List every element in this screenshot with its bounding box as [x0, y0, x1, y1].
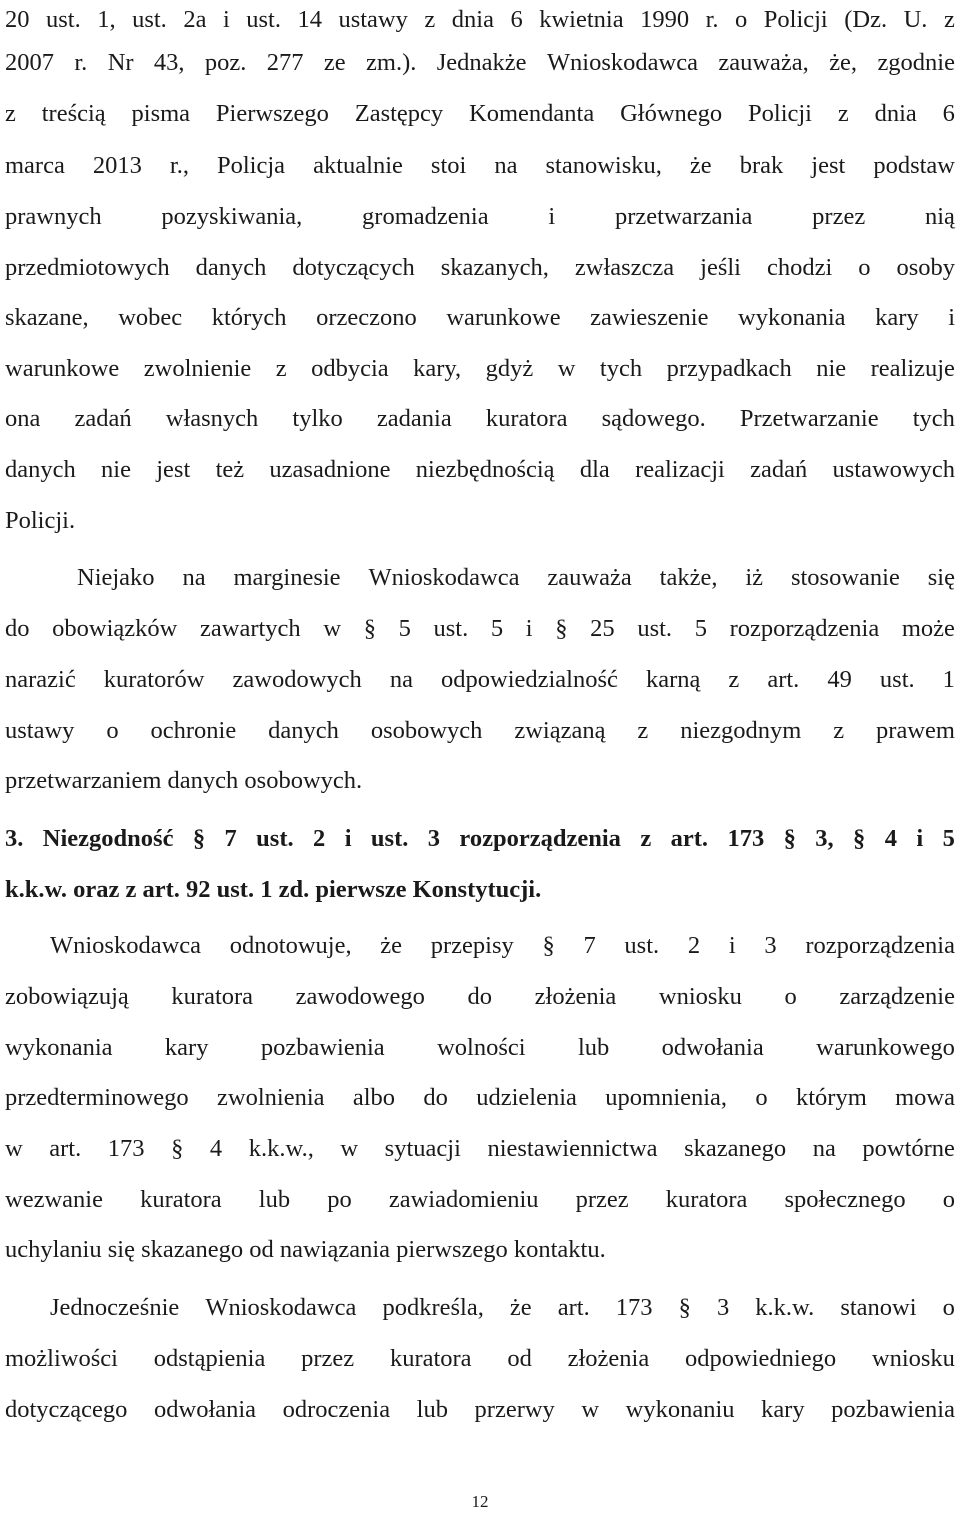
word: jest [156, 456, 191, 483]
word: odroczenia [282, 1396, 391, 1423]
word: związaną [514, 717, 606, 744]
word: brak [739, 152, 784, 179]
text-line [5, 1395, 955, 1425]
text-line [5, 982, 955, 1012]
word: zwolnienie [143, 355, 252, 382]
word: r. [705, 6, 719, 33]
word: dotyczących [292, 254, 415, 281]
word: też [215, 456, 245, 483]
word: 43, [153, 49, 185, 76]
word: przedmiotowych [5, 254, 170, 281]
text-line [5, 1185, 955, 1215]
word: odstąpienia [153, 1345, 266, 1372]
word: warunkowe [5, 355, 120, 382]
word: niezbędnością [415, 456, 555, 483]
word: ust. [132, 6, 167, 33]
word: 6 [510, 6, 523, 33]
word: na [494, 152, 518, 179]
word: Pierwszego [215, 100, 329, 127]
word: w [340, 1135, 359, 1162]
word: U. [903, 6, 928, 33]
word: wolności [437, 1034, 526, 1061]
word: i [548, 203, 556, 230]
word: tych [912, 405, 955, 432]
word: i [916, 825, 924, 852]
word: chodzi [766, 254, 833, 281]
word: których [211, 304, 287, 331]
text-line [5, 5, 955, 35]
word: Wnioskodawca [50, 932, 202, 959]
word: 5 [398, 615, 411, 642]
word: art. [767, 666, 800, 693]
word: do [423, 1084, 448, 1111]
word: w [557, 355, 576, 382]
word: 5 [490, 615, 504, 642]
section-sign: § [783, 825, 796, 852]
word: art. [670, 825, 709, 852]
word: że [380, 932, 403, 959]
word: danych [268, 717, 339, 744]
word: stosowanie [790, 564, 900, 591]
word: wobec [118, 304, 183, 331]
word: ustawy [5, 717, 75, 744]
word: Jednakże [436, 49, 527, 76]
word: 173 [615, 1294, 653, 1321]
word: może [901, 615, 955, 642]
word: przez [301, 1345, 355, 1372]
word: nią [925, 203, 955, 230]
word: odnotowuje, [229, 932, 352, 959]
word: zadań [74, 405, 132, 432]
word: odwołania [661, 1034, 764, 1061]
word: nie [101, 456, 131, 483]
word: do [5, 615, 30, 642]
word: kary, [413, 355, 462, 382]
word: 1 [942, 666, 955, 693]
word: nie [816, 355, 847, 382]
word: 25 [590, 615, 615, 642]
word: pozyskiwania, [161, 203, 303, 230]
word: podkreśla, [382, 1294, 484, 1321]
text-line [5, 253, 955, 283]
word: po [327, 1186, 352, 1213]
word: 14 [297, 6, 322, 33]
word: Policja [217, 152, 286, 179]
word: którym [796, 1084, 867, 1111]
word: zauważa [547, 564, 632, 591]
word: o [735, 6, 748, 33]
word: 1990 [640, 6, 690, 33]
word: 4 [209, 1135, 223, 1162]
word: 6 [942, 100, 955, 127]
word: pozbawienia [831, 1396, 955, 1423]
word: prawnych [5, 203, 102, 230]
word: Wnioskodawca [546, 49, 698, 76]
word: w [581, 1396, 600, 1423]
text-line [5, 354, 955, 384]
word: przez [575, 1186, 629, 1213]
word: orzeczono [316, 304, 417, 331]
word: kwietnia [539, 6, 624, 33]
text-line [5, 665, 955, 695]
word: o [942, 1186, 955, 1213]
word: zadania [376, 405, 452, 432]
text-line [5, 303, 955, 333]
word: odwołania [154, 1396, 257, 1423]
word: zawieszenie [590, 304, 709, 331]
word: sytuacji [384, 1135, 461, 1162]
text-line [5, 1033, 955, 1063]
word: Zastępcy [354, 100, 444, 127]
word: że [509, 1294, 532, 1321]
word: aktualnie [313, 152, 403, 179]
word: 49 [827, 666, 852, 693]
word: lub [416, 1396, 448, 1423]
word: wykonania [5, 1034, 113, 1061]
word: 7 [583, 932, 596, 959]
word: niestawiennictwa [487, 1135, 658, 1162]
word: się [927, 564, 955, 591]
word: Niezgodność [42, 825, 174, 852]
word: Policji [748, 100, 812, 127]
word: z [640, 825, 652, 852]
word: przetwarzania [614, 203, 753, 230]
word: Głównego [620, 100, 723, 127]
word: ze [323, 49, 346, 76]
word: k.k.w., [248, 1135, 314, 1162]
page-number: 12 [471, 1492, 489, 1511]
text-line [5, 48, 955, 78]
word: zauważa, [718, 49, 809, 76]
word: ust. [637, 615, 673, 642]
text-line-last: Policji. [5, 507, 76, 534]
section-sign: § [678, 1294, 691, 1321]
word: Przetwarzanie [739, 405, 879, 432]
word: powtórne [862, 1135, 955, 1162]
word: Policji [763, 6, 828, 33]
text-line [5, 1293, 955, 1323]
word: wezwanie [5, 1186, 103, 1213]
section-sign: § [363, 615, 376, 642]
word: iż [745, 564, 764, 591]
word: zwłaszcza [574, 254, 675, 281]
word: rozporządzenia [805, 932, 955, 959]
section-sign: § [192, 825, 206, 852]
word: r., [169, 152, 189, 179]
word: niezgodnym [680, 717, 802, 744]
word: ust. [370, 825, 409, 852]
section-sign: § [853, 825, 866, 852]
word: do [467, 983, 493, 1010]
word: kuratora [485, 405, 568, 432]
word: warunkowego [816, 1034, 955, 1061]
word: ust. [433, 615, 469, 642]
word: na [812, 1135, 836, 1162]
word: danych [5, 456, 76, 483]
word: o [755, 1084, 768, 1111]
word: ochronie [150, 717, 237, 744]
word: kuratora [389, 1345, 472, 1372]
word: i [525, 615, 533, 642]
text-line-last: uchylaniu się skazanego od nawiązania pierwszego kontaktu. [5, 1236, 606, 1263]
word: udzielenia [476, 1084, 577, 1111]
word: jest [811, 152, 846, 179]
word: r. [74, 49, 88, 76]
word: podstaw [873, 152, 955, 179]
word: poz. [204, 49, 247, 76]
text-line [5, 1134, 955, 1164]
word: marginesie [233, 564, 341, 591]
word: przepisy [430, 932, 514, 959]
word: 173 [107, 1135, 145, 1162]
word: kuratora [665, 1186, 748, 1213]
word: ustawowych [832, 456, 955, 483]
word: ust. [624, 932, 660, 959]
word: stanowi [840, 1294, 917, 1321]
word: o [784, 983, 797, 1010]
word: Jednocześnie [50, 1294, 180, 1321]
word: zawiadomieniu [388, 1186, 539, 1213]
word: że [689, 152, 712, 179]
word: odpowiedniego [685, 1345, 837, 1372]
word: ust. [879, 666, 915, 693]
word: kuratora [171, 983, 254, 1010]
word: albo [352, 1084, 396, 1111]
word: odpowiedzialność [441, 666, 618, 693]
word: ona [5, 405, 41, 432]
word: o [106, 717, 119, 744]
word: Nr [107, 49, 134, 76]
word: w [323, 615, 342, 642]
word: i [728, 932, 736, 959]
word: dotyczącego [5, 1396, 128, 1423]
text-line-last: przetwarzaniem danych osobowych. [5, 767, 363, 794]
word: 2007 [5, 49, 54, 76]
word: osobowych [370, 717, 483, 744]
text-line [5, 202, 955, 232]
word: z [943, 6, 955, 33]
word: rozporządzenia [459, 825, 621, 852]
section-sign: § [171, 1135, 184, 1162]
word: zm.). [366, 49, 417, 76]
word: skazanych, [440, 254, 549, 281]
word: marca [5, 152, 65, 179]
word: przez [812, 203, 866, 230]
word: 5 [942, 825, 955, 852]
word: art. [49, 1135, 82, 1162]
word: 3. [5, 825, 24, 852]
word: Wnioskodawca [368, 564, 520, 591]
word: złożenia [567, 1345, 650, 1372]
word: zwolnienia [217, 1084, 325, 1111]
word: także, [659, 564, 718, 591]
word: skazane, [5, 304, 89, 331]
word: złożenia [534, 983, 617, 1010]
word: 3 [427, 825, 441, 852]
word: stoi [430, 152, 467, 179]
word: kuratorów [103, 666, 205, 693]
word: społecznego [784, 1186, 906, 1213]
word: z [5, 100, 16, 127]
word: od [507, 1345, 532, 1372]
word: ust. [246, 6, 281, 33]
word: tylko [292, 405, 343, 432]
word: sądowego. [601, 405, 706, 432]
word: z [637, 717, 649, 744]
word: i [948, 304, 955, 331]
word: 3 [764, 932, 777, 959]
word: 3 [716, 1294, 730, 1321]
section-sign: § [555, 615, 568, 642]
word: tych [599, 355, 643, 382]
word: w [5, 1135, 23, 1162]
word: osoby [896, 254, 955, 281]
word: rozporządzenia [729, 615, 880, 642]
word: k.k.w. [755, 1294, 815, 1321]
word: 2 [687, 932, 701, 959]
word: o [858, 254, 871, 281]
word: wykonaniu [625, 1396, 735, 1423]
text-line [5, 1083, 955, 1113]
word: art. [557, 1294, 590, 1321]
text-line [5, 716, 955, 746]
word: kary [875, 304, 919, 331]
text-line [5, 614, 955, 644]
word: wniosku [658, 983, 742, 1010]
word: dla [579, 456, 610, 483]
word: i [222, 6, 230, 33]
word: że, [829, 49, 858, 76]
word: Wnioskodawca [205, 1294, 357, 1321]
word: Niejako [77, 564, 155, 591]
word: z [275, 355, 287, 382]
word: 20 [5, 6, 30, 33]
word: z [424, 6, 436, 33]
word: ustawy [338, 6, 408, 33]
section-sign: § [542, 932, 555, 959]
word: i [344, 825, 352, 852]
word: zadań [750, 456, 808, 483]
text-line [5, 404, 955, 434]
word: danych [195, 254, 267, 281]
word: zgodnie [877, 49, 955, 76]
word: 4 [884, 825, 897, 852]
word: przedterminowego [5, 1084, 189, 1111]
word: wniosku [871, 1345, 955, 1372]
word: 1, [97, 6, 116, 33]
word: kary [164, 1034, 209, 1061]
word: narazić [5, 666, 76, 693]
text-line [5, 563, 955, 593]
word: 5 [694, 615, 707, 642]
word: kary [761, 1396, 805, 1423]
word: jeśli [700, 254, 741, 281]
word: lub [258, 1186, 291, 1213]
word: przerwy [474, 1396, 555, 1423]
word: treścią [41, 100, 106, 127]
word: z [728, 666, 740, 693]
section-heading-continued: k.k.w. oraz z art. 92 ust. 1 zd. pierwsze Konstytucji. [5, 876, 542, 903]
word: ust. [256, 825, 294, 852]
word: zawodowego [295, 983, 425, 1010]
word: pozbawienia [260, 1034, 385, 1061]
word: na [389, 666, 413, 693]
word: 173 [727, 825, 765, 852]
word: upomnienia, [605, 1084, 728, 1111]
text-line [5, 455, 955, 485]
word: zobowiązują [5, 983, 129, 1010]
word: z [837, 100, 849, 127]
word: możliwości [5, 1345, 118, 1372]
word: na [182, 564, 206, 591]
word: mowa [895, 1084, 955, 1111]
word: skazanego [684, 1135, 787, 1162]
word: gromadzenia [362, 203, 489, 230]
word: dnia [451, 6, 494, 33]
word: zarządzenie [839, 983, 955, 1010]
word: realizacji [635, 456, 725, 483]
word: dnia [874, 100, 917, 127]
word: prawem [876, 717, 955, 744]
word: z [833, 717, 845, 744]
word: 2a [183, 6, 207, 33]
word: realizuje [870, 355, 955, 382]
word: przypadkach [666, 355, 792, 382]
word: Komendanta [469, 100, 595, 127]
word: 7 [224, 825, 237, 852]
word: stanowisku, [545, 152, 662, 179]
word: własnych [165, 405, 259, 432]
text-line [5, 151, 955, 181]
word: lub [577, 1034, 610, 1061]
word: 277 [266, 49, 304, 76]
text-line [5, 99, 955, 129]
section-heading [5, 824, 955, 854]
text-line [5, 1344, 955, 1374]
word: 2 [313, 825, 326, 852]
text-line [5, 931, 955, 961]
word: pisma [131, 100, 191, 127]
word: kuratora [140, 1186, 222, 1213]
word: karną [645, 666, 701, 693]
word: o [942, 1294, 955, 1321]
word: (Dz. [844, 6, 888, 33]
word: 3, [815, 825, 834, 852]
word: obowiązków [52, 615, 178, 642]
word: zawodowych [232, 666, 362, 693]
word: uzasadnione [269, 456, 391, 483]
word: zawartych [200, 615, 301, 642]
word: wykonania [738, 304, 846, 331]
word: ust. [46, 6, 81, 33]
word: gdyż [485, 355, 534, 382]
word: warunkowe [446, 304, 561, 331]
word: odbycia [311, 355, 389, 382]
word: 2013 [92, 152, 142, 179]
